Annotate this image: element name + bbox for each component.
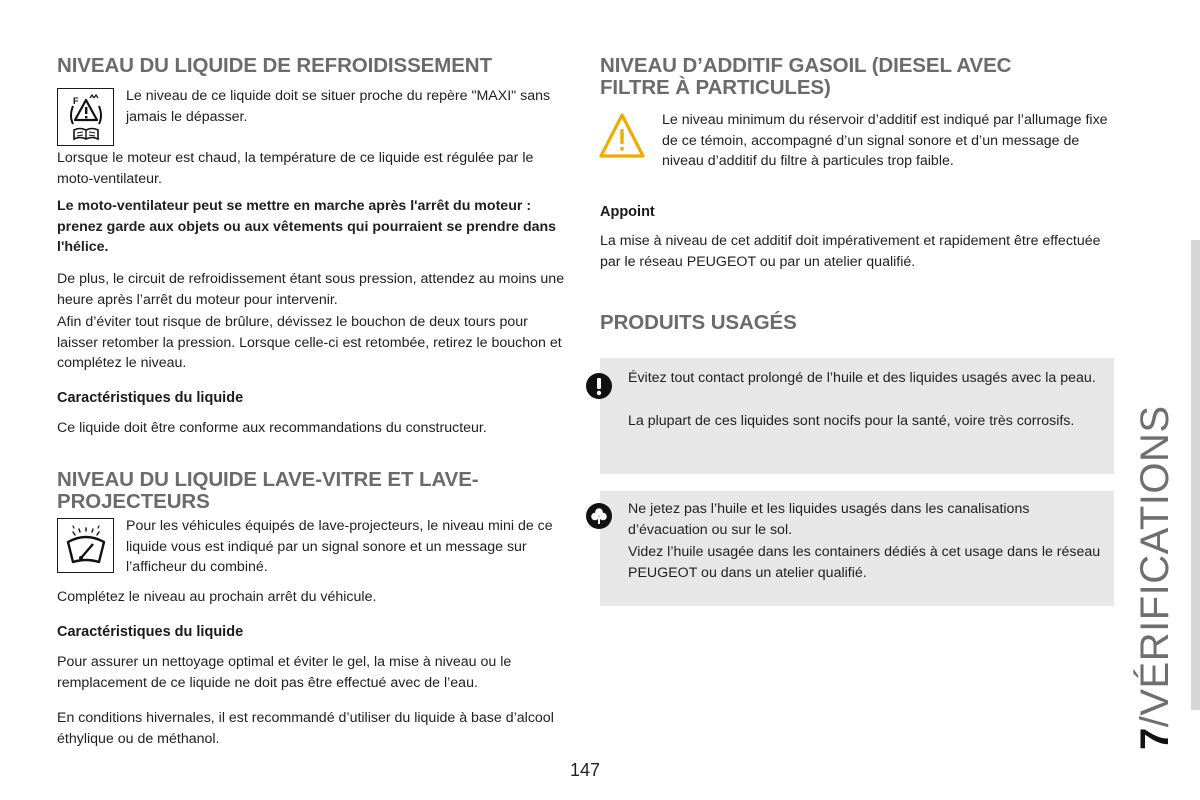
- additive-heading: NIVEAU D’ADDITIF GASOIL (DIESEL AVEC FILTRE À PARTICULES): [600, 54, 1012, 99]
- washer-intro: Pour les véhicules équipés de lave-projecteurs, le niveau mini de ce liquide vous est indiqué par un signal sonore et un message sur l’afficheur du combiné.: [126, 518, 553, 575]
- coolant-p3: Afin d’éviter tout risque de brûlure, dévissez le bouchon de deux tours pour laisser retomber la pression. Lorsque celle-ci est retombée, retirez le bouchon et complétez le niveau.: [57, 314, 562, 371]
- washer-fluid-icon: [57, 518, 114, 573]
- chapter-number: 7: [1133, 727, 1177, 750]
- health-notice-p2: La plupart de ces liquides sont nocifs pour la santé, voire très corrosifs.: [628, 413, 1075, 429]
- additive-subheading: Appoint: [600, 204, 655, 220]
- coolant-heading: NIVEAU DU LIQUIDE DE REFROIDISSEMENT: [57, 54, 492, 77]
- left-column: [57, 55, 572, 77]
- coolant-warning-text: Le moto-ventilateur peut se mettre en marche après l'arrêt du moteur : prenez garde aux objets ou aux vêtements qui pourraient se prendre dans l'hélice.: [57, 198, 557, 255]
- washer-p3: En conditions hivernales, il est recommandé d’utiliser du liquide à base d’alcool éthylique ou de méthanol.: [57, 710, 554, 747]
- coolant-intro: Le niveau de ce liquide doit se situer proche du repère "MAXI" sans jamais le dépasser.: [126, 88, 551, 125]
- coolant-p4: Ce liquide doit être conforme aux recommandations du constructeur.: [57, 420, 487, 436]
- washer-p1: Complétez le niveau au prochain arrêt du véhicule.: [57, 589, 377, 605]
- environment-notice-p1: Ne jetez pas l’huile et les liquides usagés dans les canalisations d’évacuation ou sur le sol.: [628, 501, 1030, 538]
- washer-p2: Pour assurer un nettoyage optimal et éviter le gel, la mise à niveau ou le remplacement de ce liquide ne doit pas être effectué avec de l’eau.: [57, 654, 512, 691]
- page-number: 147: [570, 760, 601, 780]
- environment-tree-icon: [586, 503, 612, 529]
- health-notice-p1: Évitez tout contact prolongé de l’huile et des liquides usagés avec la peau.: [628, 370, 1096, 386]
- washer-heading: NIVEAU DU LIQUIDE LAVE-VITRE ET LAVE-PROJECTEURS: [57, 468, 479, 513]
- used-products-heading: PRODUITS USAGÉS: [600, 311, 797, 334]
- additive-intro: Le niveau minimum du réservoir d’additif est indiqué par l’allumage fixe de ce témoin, accompagné d’un signal sonore et d’un message de niveau d’additif du filtre à particules trop faible.: [662, 112, 1108, 169]
- chapter-title: VÉRIFICATIONS: [1133, 405, 1177, 716]
- coolant-subheading: Caractéristiques du liquide: [57, 390, 244, 406]
- environment-notice-p2: Videz l’huile usagée dans les containers dédiés à cet usage dans le réseau PEUGEOT ou dans un atelier qualifié.: [628, 544, 1101, 581]
- coolant-icon-letter: F: [72, 96, 78, 106]
- washer-subheading: Caractéristiques du liquide: [57, 624, 244, 640]
- coolant-p1: Lorsque le moteur est chaud, la température de ce liquide est régulée par le moto-ventilateur.: [57, 150, 534, 187]
- additive-warning-icon: [599, 112, 645, 164]
- coolant-warning-icon: [57, 88, 114, 146]
- additive-p1: La mise à niveau de cet additif doit impérativement et rapidement être effectuée par le réseau PEUGEOT ou par un atelier qualifié.: [600, 233, 1101, 270]
- coolant-p2: De plus, le circuit de refroidissement étant sous pression, attendez au moins une heure après l’arrêt du moteur pour intervenir.: [57, 271, 565, 308]
- exclamation-icon: [586, 373, 612, 399]
- chapter-slash: /: [1133, 715, 1177, 728]
- chapter-tab-bar: [1191, 240, 1200, 710]
- chapter-label: [1133, 405, 1177, 750]
